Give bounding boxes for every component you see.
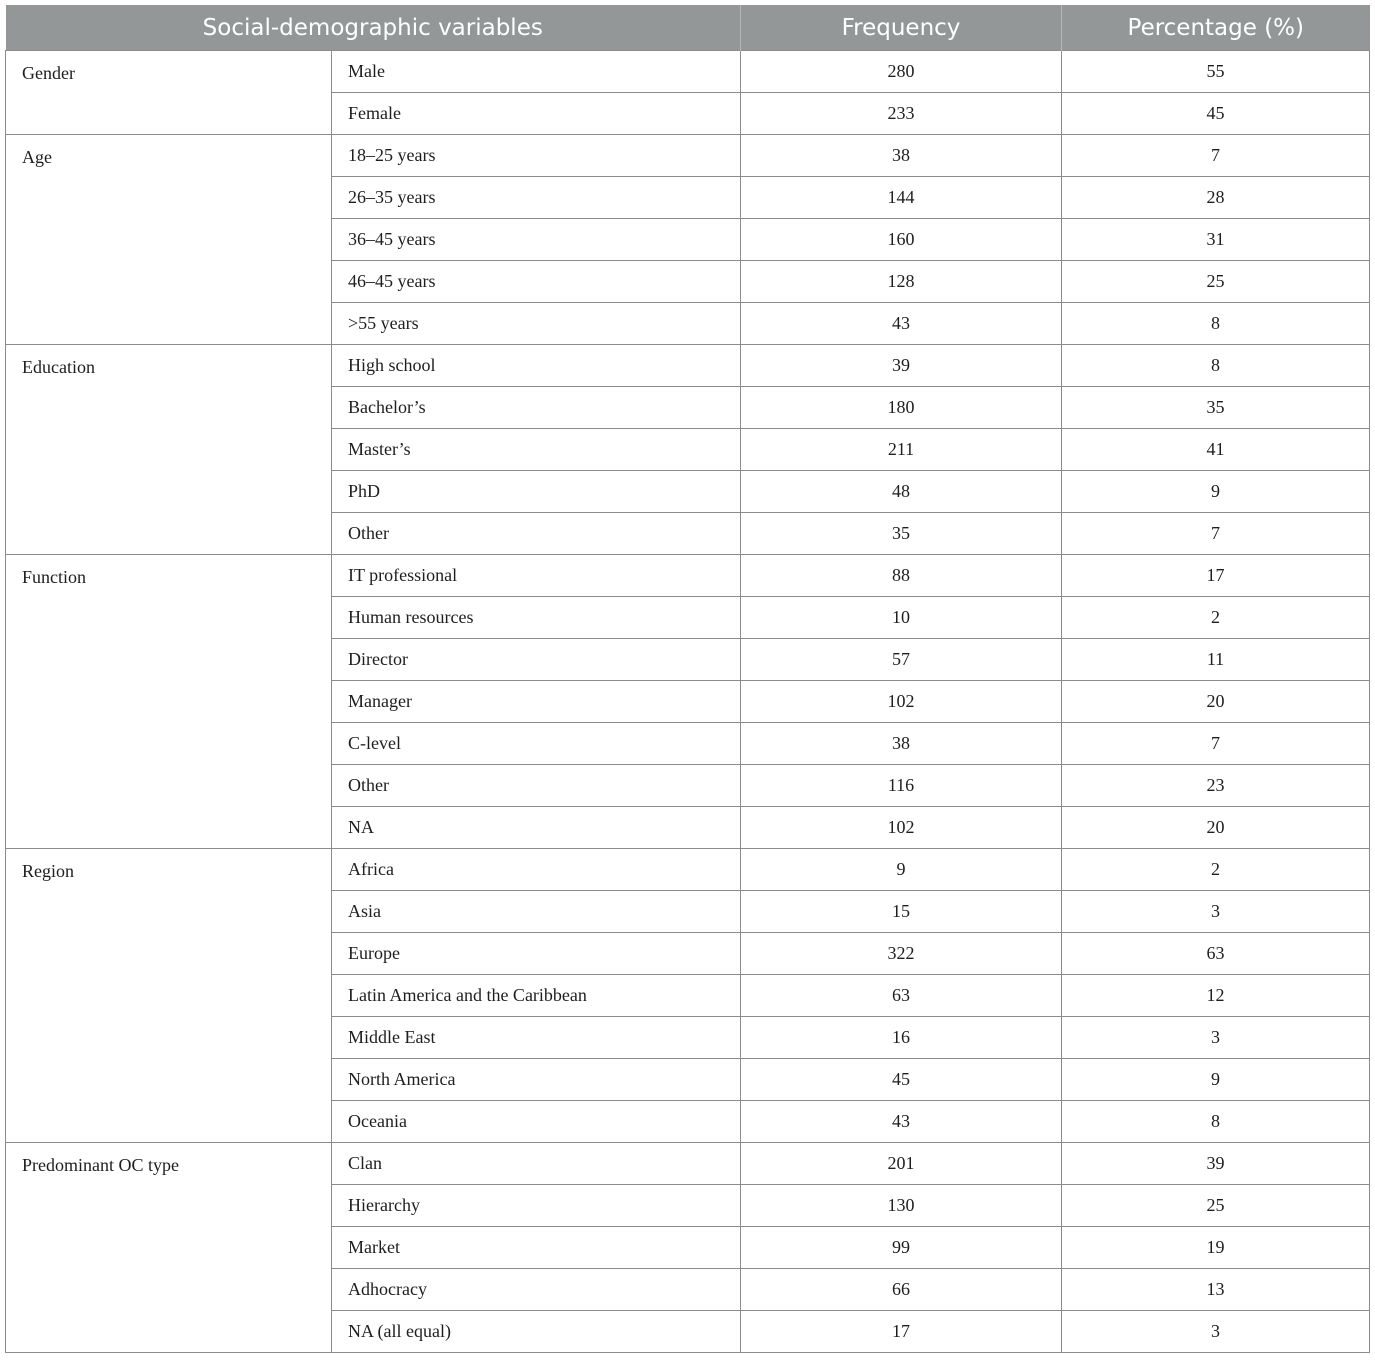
frequency-cell: 57 [741, 639, 1062, 681]
frequency-cell: 130 [741, 1185, 1062, 1227]
frequency-cell: 38 [741, 723, 1062, 765]
category-label: High school [332, 345, 741, 387]
frequency-cell: 43 [741, 1101, 1062, 1143]
frequency-cell: 144 [741, 177, 1062, 219]
frequency-cell: 38 [741, 135, 1062, 177]
percentage-cell: 7 [1062, 513, 1370, 555]
category-label: Oceania [332, 1101, 741, 1143]
category-label: 18–25 years [332, 135, 741, 177]
category-label: 26–35 years [332, 177, 741, 219]
percentage-cell: 13 [1062, 1269, 1370, 1311]
demographics-table [5, 5, 1370, 1353]
percentage-cell: 39 [1062, 1143, 1370, 1185]
percentage-cell: 7 [1062, 723, 1370, 765]
category-label: Asia [332, 891, 741, 933]
percentage-cell: 7 [1062, 135, 1370, 177]
category-label: Market [332, 1227, 741, 1269]
category-label: Male [332, 51, 741, 93]
category-label: Manager [332, 681, 741, 723]
category-label: Clan [332, 1143, 741, 1185]
table-body [6, 51, 1370, 1353]
category-label: Europe [332, 933, 741, 975]
frequency-cell: 66 [741, 1269, 1062, 1311]
percentage-cell: 3 [1062, 1017, 1370, 1059]
percentage-cell: 25 [1062, 261, 1370, 303]
percentage-cell: 19 [1062, 1227, 1370, 1269]
category-label: Female [332, 93, 741, 135]
frequency-cell: 322 [741, 933, 1062, 975]
category-label: Hierarchy [332, 1185, 741, 1227]
frequency-cell: 233 [741, 93, 1062, 135]
category-label: Adhocracy [332, 1269, 741, 1311]
frequency-cell: 280 [741, 51, 1062, 93]
percentage-cell: 55 [1062, 51, 1370, 93]
percentage-cell: 17 [1062, 555, 1370, 597]
group-label: Region [6, 849, 332, 1143]
group-label: Gender [6, 51, 332, 135]
frequency-cell: 180 [741, 387, 1062, 429]
frequency-cell: 9 [741, 849, 1062, 891]
header-row [6, 5, 1370, 51]
category-label: C-level [332, 723, 741, 765]
table-row [6, 555, 1370, 597]
percentage-cell: 25 [1062, 1185, 1370, 1227]
header-frequency: Frequency [741, 5, 1062, 51]
category-label: Other [332, 765, 741, 807]
header-variables: Social-demographic variables [6, 5, 741, 51]
table-row [6, 1143, 1370, 1185]
frequency-cell: 160 [741, 219, 1062, 261]
frequency-cell: 211 [741, 429, 1062, 471]
frequency-cell: 16 [741, 1017, 1062, 1059]
category-label: Director [332, 639, 741, 681]
table-row [6, 51, 1370, 93]
category-label: >55 years [332, 303, 741, 345]
percentage-cell: 2 [1062, 849, 1370, 891]
percentage-cell: 31 [1062, 219, 1370, 261]
percentage-cell: 23 [1062, 765, 1370, 807]
percentage-cell: 41 [1062, 429, 1370, 471]
table-row [6, 345, 1370, 387]
category-label: 46–45 years [332, 261, 741, 303]
frequency-cell: 43 [741, 303, 1062, 345]
frequency-cell: 48 [741, 471, 1062, 513]
header-percentage: Percentage (%) [1062, 5, 1370, 51]
frequency-cell: 10 [741, 597, 1062, 639]
frequency-cell: 102 [741, 807, 1062, 849]
category-label: IT professional [332, 555, 741, 597]
frequency-cell: 45 [741, 1059, 1062, 1101]
percentage-cell: 3 [1062, 891, 1370, 933]
frequency-cell: 88 [741, 555, 1062, 597]
category-label: Other [332, 513, 741, 555]
category-label: Latin America and the Caribbean [332, 975, 741, 1017]
group-label: Education [6, 345, 332, 555]
frequency-cell: 17 [741, 1311, 1062, 1353]
category-label: NA [332, 807, 741, 849]
category-label: Master’s [332, 429, 741, 471]
category-label: PhD [332, 471, 741, 513]
category-label: Middle East [332, 1017, 741, 1059]
percentage-cell: 8 [1062, 303, 1370, 345]
percentage-cell: 63 [1062, 933, 1370, 975]
category-label: NA (all equal) [332, 1311, 741, 1353]
table-row [6, 135, 1370, 177]
frequency-cell: 102 [741, 681, 1062, 723]
frequency-cell: 63 [741, 975, 1062, 1017]
percentage-cell: 11 [1062, 639, 1370, 681]
percentage-cell: 20 [1062, 807, 1370, 849]
table-header [6, 5, 1370, 51]
percentage-cell: 45 [1062, 93, 1370, 135]
percentage-cell: 3 [1062, 1311, 1370, 1353]
frequency-cell: 128 [741, 261, 1062, 303]
percentage-cell: 2 [1062, 597, 1370, 639]
percentage-cell: 35 [1062, 387, 1370, 429]
category-label: Human resources [332, 597, 741, 639]
frequency-cell: 39 [741, 345, 1062, 387]
frequency-cell: 201 [741, 1143, 1062, 1185]
group-label: Function [6, 555, 332, 849]
percentage-cell: 28 [1062, 177, 1370, 219]
group-label: Predominant OC type [6, 1143, 332, 1353]
frequency-cell: 116 [741, 765, 1062, 807]
percentage-cell: 8 [1062, 345, 1370, 387]
percentage-cell: 9 [1062, 471, 1370, 513]
group-label: Age [6, 135, 332, 345]
category-label: Bachelor’s [332, 387, 741, 429]
category-label: Africa [332, 849, 741, 891]
percentage-cell: 20 [1062, 681, 1370, 723]
percentage-cell: 12 [1062, 975, 1370, 1017]
category-label: 36–45 years [332, 219, 741, 261]
frequency-cell: 15 [741, 891, 1062, 933]
frequency-cell: 99 [741, 1227, 1062, 1269]
frequency-cell: 35 [741, 513, 1062, 555]
category-label: North America [332, 1059, 741, 1101]
table-row [6, 849, 1370, 891]
percentage-cell: 9 [1062, 1059, 1370, 1101]
percentage-cell: 8 [1062, 1101, 1370, 1143]
